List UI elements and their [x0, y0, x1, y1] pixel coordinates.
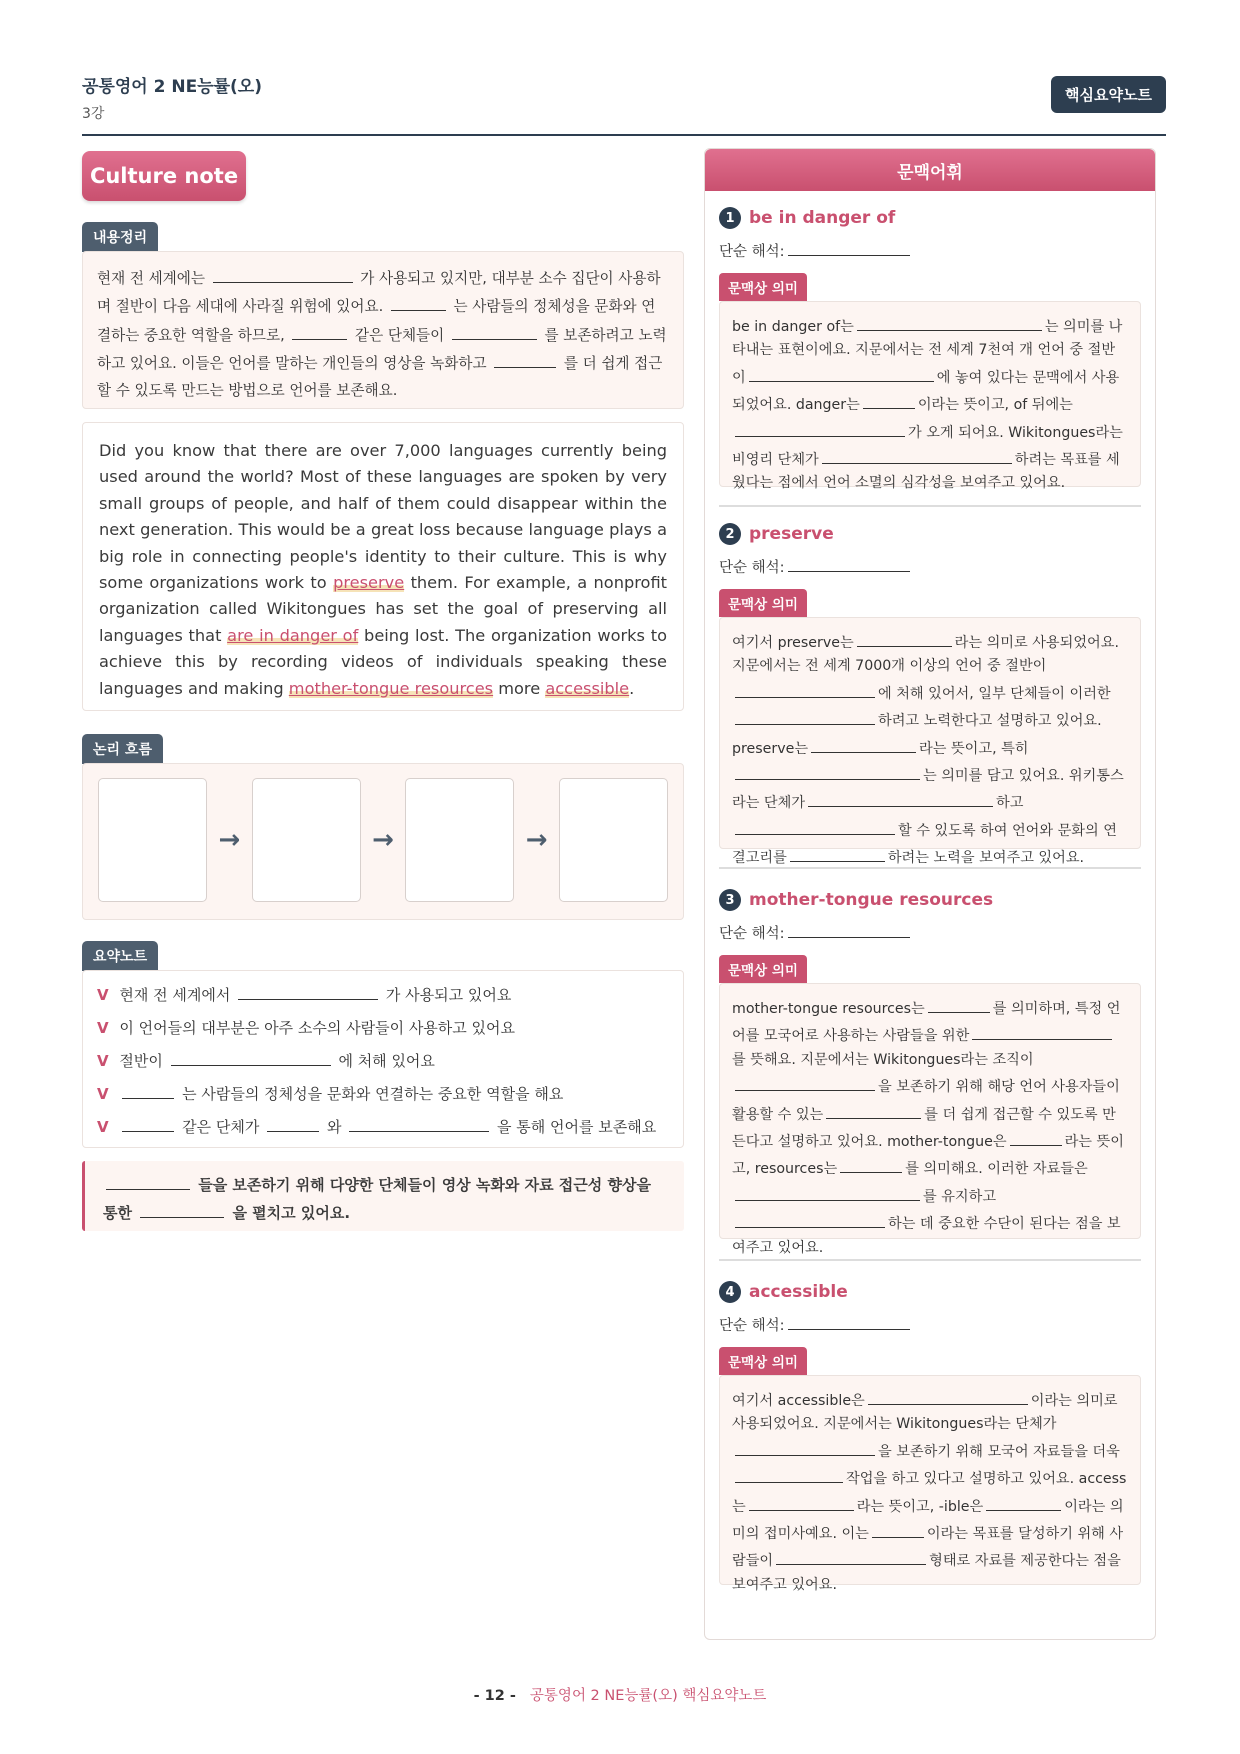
blank[interactable] [735, 1464, 843, 1483]
list-item [97, 1045, 669, 1078]
passage-part-3: being lost. The organization works to achieve this by recording videos of individuals speaking these languages and making [99, 625, 667, 698]
blank[interactable] [928, 994, 990, 1013]
arrow-right-icon: → [218, 825, 241, 855]
blank[interactable] [788, 553, 910, 572]
passage-panel [82, 422, 684, 711]
check-icon: V [97, 1019, 109, 1037]
ctx-text: 하려는 목표를 세웠다는 점에서 언어 소멸의 심각성을 보여주고 있어요. [732, 452, 1120, 492]
blank[interactable] [749, 363, 934, 382]
note-text: 이 언어들의 대부분은 아주 소수의 사람들이 사용하고 있어요 [119, 1019, 516, 1037]
note-text: 가 사용되고 있어요 [385, 986, 512, 1004]
vocab-word: preserve [749, 524, 834, 544]
summary-note-list [83, 971, 683, 1152]
blank[interactable] [863, 390, 915, 409]
blank[interactable] [822, 445, 1012, 464]
arrow-right-icon: → [372, 825, 394, 855]
key-sentence-text: 들을 보존하기 위해 다양한 단체들이 영상 녹화와 자료 접근성 향상을 [198, 1176, 651, 1194]
ctx-text: 할 수 있도록 하여 언어와 문화의 연결고리를 [732, 822, 1117, 867]
simple-meaning [719, 919, 1141, 943]
ctx-text: 라는 뜻이고, -ible은 [856, 1498, 984, 1515]
highlight-mother-tongue-resources[interactable]: mother-tongue resources [288, 678, 494, 698]
ctx-text: 을 보존하기 위해 해당 언어 사용자들이 활용할 수 있는 [732, 1079, 1120, 1123]
summary-text-1: 현재 전 세계에는 [97, 270, 205, 287]
context-box [719, 301, 1141, 492]
vocab-item-1 [719, 205, 1141, 492]
number-badge: 1 [719, 207, 741, 229]
vocab-word: mother-tongue resources [749, 890, 994, 910]
blank[interactable] [735, 1182, 920, 1201]
check-icon: V [97, 1052, 109, 1070]
summary-note-panel [82, 970, 684, 1148]
ctx-text: 하는 데 중요한 수단이 된다는 점을 보여주고 있어요. [732, 1216, 1121, 1256]
blank[interactable] [826, 1100, 921, 1119]
summary-panel [82, 251, 684, 409]
blank[interactable] [238, 981, 378, 1000]
flow-box-2[interactable] [252, 778, 361, 902]
blank[interactable] [808, 788, 993, 807]
flow-box-1[interactable] [98, 778, 207, 902]
note-text: 에 처해 있어요 [338, 1052, 435, 1070]
divider [719, 505, 1141, 507]
ctx-text: 이라는 의미의 접미사예요. 이는 [732, 1498, 1124, 1543]
footer-title: 공통영어 2 NE능률(오) 핵심요약노트 [529, 1688, 767, 1704]
number-badge: 2 [719, 523, 741, 545]
blank[interactable] [140, 1199, 224, 1218]
summary-note-tag: 요약노트 [82, 941, 158, 971]
blank[interactable] [122, 1080, 174, 1099]
blank[interactable] [735, 1437, 875, 1456]
ctx-text: 를 의미해요. 이러한 자료들은 [905, 1161, 1088, 1178]
summary-text [83, 252, 683, 416]
blank[interactable] [292, 321, 347, 340]
passage-period: . [629, 678, 635, 698]
vocab-title: 문맥어휘 [705, 149, 1155, 191]
ctx-text: 을 보존하기 위해 모국어 자료들을 더욱 [878, 1443, 1120, 1460]
check-icon: V [97, 986, 109, 1004]
blank[interactable] [840, 1154, 902, 1173]
note-type-badge: 핵심요약노트 [1051, 76, 1166, 113]
highlight-accessible[interactable]: accessible [545, 678, 630, 698]
blank[interactable] [986, 1492, 1061, 1511]
logic-flow-tag: 논리 흐름 [82, 734, 163, 764]
list-item [97, 1078, 669, 1111]
list-item [97, 1111, 669, 1144]
highlight-preserve[interactable]: preserve [333, 573, 405, 593]
passage-part-2: them. For example, a nonprofit organization called Wikitongues has set the goal of preserving all languages that [99, 573, 667, 645]
blank[interactable] [776, 1546, 926, 1565]
blank[interactable] [735, 1209, 885, 1228]
blank[interactable] [972, 1021, 1112, 1040]
check-icon: V [97, 1118, 109, 1136]
ctx-text: 작업을 하고 있다고 설명하고 있어요. access는 [732, 1471, 1127, 1515]
blank[interactable] [735, 1072, 875, 1091]
page-number: - 12 - [473, 1688, 516, 1704]
blank[interactable] [213, 264, 353, 283]
passage-part-1: Did you know that there are over 7,000 languages currently being used around the world? Most of these languages are spoken by very small groups of people, and half of them could disappear within the next generation. This would be a great loss because language plays a big role in connecting people's identity to their culture. This is why some organizations work to [99, 441, 667, 593]
simple-label: 단순 해석: [719, 926, 785, 942]
key-sentence-text: 을 펼치고 있어요. [232, 1204, 351, 1222]
context-tag: 문맥상 의미 [719, 1347, 807, 1375]
ctx-text: 이라는 목표를 달성하기 위해 사람들이 [732, 1526, 1124, 1570]
context-tag: 문맥상 의미 [719, 955, 807, 983]
simple-label: 단순 해석: [719, 244, 785, 260]
ctx-text: 가 오게 되어요. Wikitongues라는 비영리 단체가 [732, 424, 1123, 469]
ctx-text: 이라는 의미로 사용되었어요. 지문에서는 Wikitongues라는 단체가 [732, 1393, 1118, 1433]
note-text: 와 [326, 1118, 342, 1136]
note-text: 는 사람들의 정체성을 문화와 연결하는 중요한 역할을 해요 [182, 1085, 564, 1103]
context-box [719, 617, 1141, 867]
context-tag: 문맥상 의미 [719, 273, 807, 301]
ctx-text: 여기서 preserve는 [732, 635, 854, 651]
ctx-text: 를 유지하고 [923, 1188, 997, 1205]
ctx-text: 에 처해 있어서, 일부 단체들이 이러한 [878, 685, 1111, 702]
ctx-text: 를 더 쉽게 접근할 수 있도록 만든다고 설명하고 있어요. mother-tongue은 [732, 1106, 1116, 1151]
blank[interactable] [857, 312, 1042, 331]
blank[interactable] [788, 237, 910, 256]
passage-part-4: more [498, 678, 541, 698]
number-badge: 3 [719, 889, 741, 911]
logic-flow-panel [82, 763, 684, 920]
lesson-number: 3강 [82, 106, 105, 122]
note-text: 현재 전 세계에서 [119, 986, 231, 1004]
context-tag: 문맥상 의미 [719, 589, 807, 617]
simple-label: 단순 해석: [719, 1318, 785, 1334]
flow-box-3[interactable] [405, 778, 514, 902]
summary-text-6: 를 더 쉽게 접근할 수 있도록 만드는 방법으로 언어를 보존해요. [97, 355, 663, 399]
blank[interactable] [788, 1311, 910, 1330]
blank[interactable] [349, 1113, 489, 1132]
note-text: 절반이 [119, 1052, 163, 1070]
blank[interactable] [122, 1113, 174, 1132]
ctx-text: 라는 뜻이고, resources는 [732, 1134, 1124, 1178]
simple-meaning [719, 1311, 1141, 1335]
blank[interactable] [391, 292, 446, 311]
blank[interactable] [1010, 1127, 1062, 1146]
vocab-word: accessible [749, 1282, 848, 1302]
summary-tag: 내용정리 [82, 222, 158, 252]
simple-label: 단순 해석: [719, 560, 785, 576]
blank[interactable] [494, 349, 556, 368]
blank[interactable] [106, 1171, 190, 1190]
ctx-text: 를 의미하며, 특정 언어를 모국어로 사용하는 사람들을 위한 [732, 1001, 1121, 1045]
highlight-in-danger-of[interactable]: are in danger of [227, 625, 359, 645]
ctx-text: 하려는 노력을 보여주고 있어요. [887, 850, 1085, 867]
summary-text-4: 같은 단체들이 [355, 326, 445, 344]
ctx-text: 하고 [996, 795, 1024, 812]
blank[interactable] [872, 1519, 924, 1538]
vocab-item-2 [719, 521, 1141, 867]
summary-text-5: 를 보존하려고 노력하고 있어요. 이들은 언어를 말하는 개인들의 영상을 녹화하고 [97, 326, 667, 373]
ctx-text: 라는 뜻이고, 특히 [919, 740, 1029, 757]
simple-meaning [719, 553, 1141, 577]
summary-text-3: 는 사람들의 정체성을 문화와 연결하는 중요한 역할을 하므로, [97, 298, 656, 344]
flow-row [83, 764, 683, 916]
blank[interactable] [749, 1492, 854, 1511]
ctx-text: 하려고 노력한다고 설명하고 있어요. preserve는 [732, 713, 1102, 757]
note-text: 같은 단체가 [182, 1118, 260, 1136]
list-item [97, 1012, 669, 1045]
context-box [719, 983, 1141, 1256]
page-footer [0, 1684, 1240, 1705]
blank[interactable] [735, 706, 875, 725]
divider [719, 867, 1141, 869]
blank[interactable] [171, 1047, 331, 1066]
vocab-panel [704, 148, 1156, 1640]
blank[interactable] [735, 418, 905, 437]
culture-note-label: Culture note [82, 151, 246, 201]
arrow-right-icon: → [525, 825, 548, 855]
blank[interactable] [790, 843, 885, 862]
ctx-text: 에 놓여 있다는 문맥에서 사용되었어요. danger는 [732, 369, 1120, 414]
vocab-item-3 [719, 887, 1141, 1256]
blank[interactable] [811, 734, 916, 753]
blank[interactable] [788, 919, 910, 938]
vocab-item-4 [719, 1279, 1141, 1593]
blank[interactable] [868, 1386, 1028, 1405]
book-title: 공통영어 2 NE능률(오) [82, 77, 262, 97]
blank[interactable] [267, 1113, 319, 1132]
page-header [82, 70, 1166, 136]
divider [719, 1259, 1141, 1261]
key-sentence-text: 통한 [103, 1204, 132, 1222]
blank[interactable] [452, 321, 537, 340]
simple-meaning [719, 237, 1141, 261]
context-box [719, 1375, 1141, 1593]
ctx-text: 형태로 자료를 제공한다는 점을 보여주고 있어요. [732, 1553, 1121, 1593]
ctx-text: 는 의미를 담고 있어요. 위키통스라는 단체가 [732, 768, 1124, 812]
blank[interactable] [735, 679, 875, 698]
passage-text [83, 423, 683, 714]
vocab-word: be in danger of [749, 208, 896, 228]
blank[interactable] [857, 628, 952, 647]
ctx-text: mother-tongue resources는 [732, 1001, 925, 1017]
list-item [97, 979, 669, 1012]
ctx-text: 라는 의미로 사용되었어요. 지문에서는 전 세계 7000개 이상의 언어 중 절반이 [732, 635, 1119, 675]
key-sentence-box [82, 1161, 684, 1231]
ctx-text: 는 의미를 나타내는 표현이에요. 지문에서는 전 세계 7천여 개 언어 중 절반이 [732, 319, 1123, 386]
ctx-text: 여기서 accessible은 [732, 1393, 865, 1409]
ctx-text: be in danger of는 [732, 319, 854, 335]
blank[interactable] [735, 816, 895, 835]
note-text: 을 통해 언어를 보존해요 [497, 1118, 657, 1136]
number-badge: 4 [719, 1281, 741, 1303]
summary-text-2: 가 사용되고 있지만, 대부분 소수 집단이 사용하며 절반이 다음 세대에 사라질 위험에 있어요. [97, 270, 661, 316]
ctx-text: 이라는 뜻이고, of 뒤에는 [917, 397, 1073, 414]
ctx-text: 를 뜻해요. 지문에서는 Wikitongues라는 조직이 [732, 1051, 1034, 1068]
flow-box-4[interactable] [559, 778, 668, 902]
check-icon: V [97, 1085, 109, 1103]
blank[interactable] [735, 761, 920, 780]
